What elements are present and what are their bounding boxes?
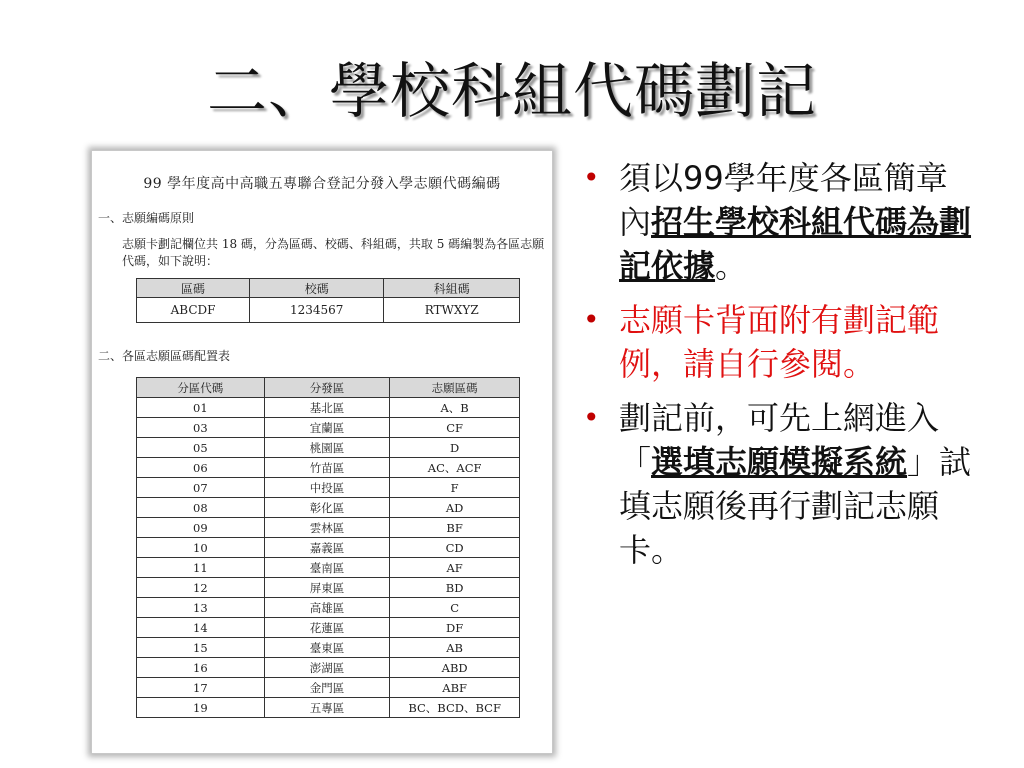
table-cell: 金門區 — [264, 678, 390, 698]
table-row — [137, 398, 520, 418]
table-cell: 10 — [137, 538, 265, 558]
table-header: 科組碼 — [384, 279, 520, 298]
table-cell: 07 — [137, 478, 265, 498]
table-row — [137, 538, 520, 558]
encoding-paragraph: 志願卡劃記欄位共 18 碼，分為區碼、校碼、科組碼，共取 5 碼編製為各區志願代碼，如下說明： — [122, 237, 545, 268]
table-cell: 09 — [137, 518, 265, 538]
table-row — [137, 438, 520, 458]
bullet-text: 須以99學年度各區簡章內 — [619, 159, 948, 241]
table-cell: C — [390, 598, 520, 618]
table-cell: BC、BCD、BCF — [390, 698, 520, 718]
table-cell: 13 — [137, 598, 265, 618]
table-cell: 桃園區 — [264, 438, 390, 458]
table-cell: 1234567 — [250, 298, 384, 323]
table-cell: 中投區 — [264, 478, 390, 498]
table-row — [137, 298, 520, 323]
table-cell: 12 — [137, 578, 265, 598]
bullet-item — [583, 156, 979, 288]
table-header: 志願區碼 — [390, 378, 520, 398]
table-cell: 05 — [137, 438, 265, 458]
table-row — [137, 418, 520, 438]
table-cell: 花蓮區 — [264, 618, 390, 638]
table-cell: F — [390, 478, 520, 498]
table-cell: AD — [390, 498, 520, 518]
table-cell: 基北區 — [264, 398, 390, 418]
table-cell: 澎湖區 — [264, 658, 390, 678]
document-title: 99 學年度高中高職五專聯合登記分發入學志願代碼編碼 — [143, 176, 501, 192]
bullet-item — [583, 298, 979, 386]
table-cell: BF — [390, 518, 520, 538]
table-row — [137, 478, 520, 498]
table-row — [137, 558, 520, 578]
table-cell: 屏東區 — [264, 578, 390, 598]
table-row — [137, 598, 520, 618]
table-row — [137, 518, 520, 538]
table-cell: DF — [390, 618, 520, 638]
table-cell: 03 — [137, 418, 265, 438]
table-cell: 竹苗區 — [264, 458, 390, 478]
table-cell: A、B — [390, 398, 520, 418]
table-cell: 19 — [137, 698, 265, 718]
table-row — [137, 698, 520, 718]
table-cell: 08 — [137, 498, 265, 518]
section-heading-region-table: 二、各區志願區碼配置表 — [98, 349, 231, 363]
table-cell: 彰化區 — [264, 498, 390, 518]
table-cell: 06 — [137, 458, 265, 478]
bullet-list — [583, 156, 983, 582]
bullet-marker: • — [583, 161, 600, 194]
table-cell: 五專區 — [264, 698, 390, 718]
table-cell: ABD — [390, 658, 520, 678]
table-cell: BD — [390, 578, 520, 598]
bullet-marker: • — [583, 401, 600, 434]
scanned-document — [91, 150, 553, 754]
bullet-emphasis: 選填志願模擬系統 — [651, 443, 908, 481]
table-row — [137, 578, 520, 598]
table-cell: 17 — [137, 678, 265, 698]
table-cell: 15 — [137, 638, 265, 658]
bullet-text: 志願卡背面附有劃記範例，請自行參閱。 — [619, 301, 940, 383]
table-cell: 16 — [137, 658, 265, 678]
code-structure-table — [136, 278, 520, 323]
table-cell: 臺東區 — [264, 638, 390, 658]
table-cell: ABF — [390, 678, 520, 698]
table-header: 分發區 — [264, 378, 390, 398]
table-header: 分區代碼 — [137, 378, 265, 398]
table-row — [137, 458, 520, 478]
table-cell: AC、ACF — [390, 458, 520, 478]
table-cell: AB — [390, 638, 520, 658]
bullet-marker: • — [583, 303, 600, 336]
table-row — [137, 498, 520, 518]
table-header: 校碼 — [250, 279, 384, 298]
bullet-item — [583, 396, 979, 572]
table-header: 區碼 — [137, 279, 250, 298]
table-cell: 14 — [137, 618, 265, 638]
table-cell: RTWXYZ — [384, 298, 520, 323]
bullet-emphasis: 招生學校科組代碼為劃記依據 — [619, 203, 972, 285]
bullet-text: 劃記前，可先上網進入「 — [619, 399, 940, 481]
table-cell: 高雄區 — [264, 598, 390, 618]
table-cell: 雲林區 — [264, 518, 390, 538]
table-cell: ABCDF — [137, 298, 250, 323]
table-row — [137, 618, 520, 638]
table-row — [137, 638, 520, 658]
table-row — [137, 678, 520, 698]
table-cell: 宜蘭區 — [264, 418, 390, 438]
bullet-text: 。 — [715, 247, 748, 285]
table-cell: CF — [390, 418, 520, 438]
table-cell: 嘉義區 — [264, 538, 390, 558]
region-code-table — [136, 377, 520, 718]
table-cell: 臺南區 — [264, 558, 390, 578]
table-cell: 01 — [137, 398, 265, 418]
section-heading-encoding-principle: 一、志願編碼原則 — [98, 211, 195, 225]
slide-title: 二、學校科組代碼劃記 — [207, 57, 817, 127]
table-cell: D — [390, 438, 520, 458]
table-row — [137, 658, 520, 678]
table-cell: CD — [390, 538, 520, 558]
bullet-text: 」試填志願後再行劃記志願卡。 — [619, 443, 972, 569]
table-cell: 11 — [137, 558, 265, 578]
table-cell: AF — [390, 558, 520, 578]
